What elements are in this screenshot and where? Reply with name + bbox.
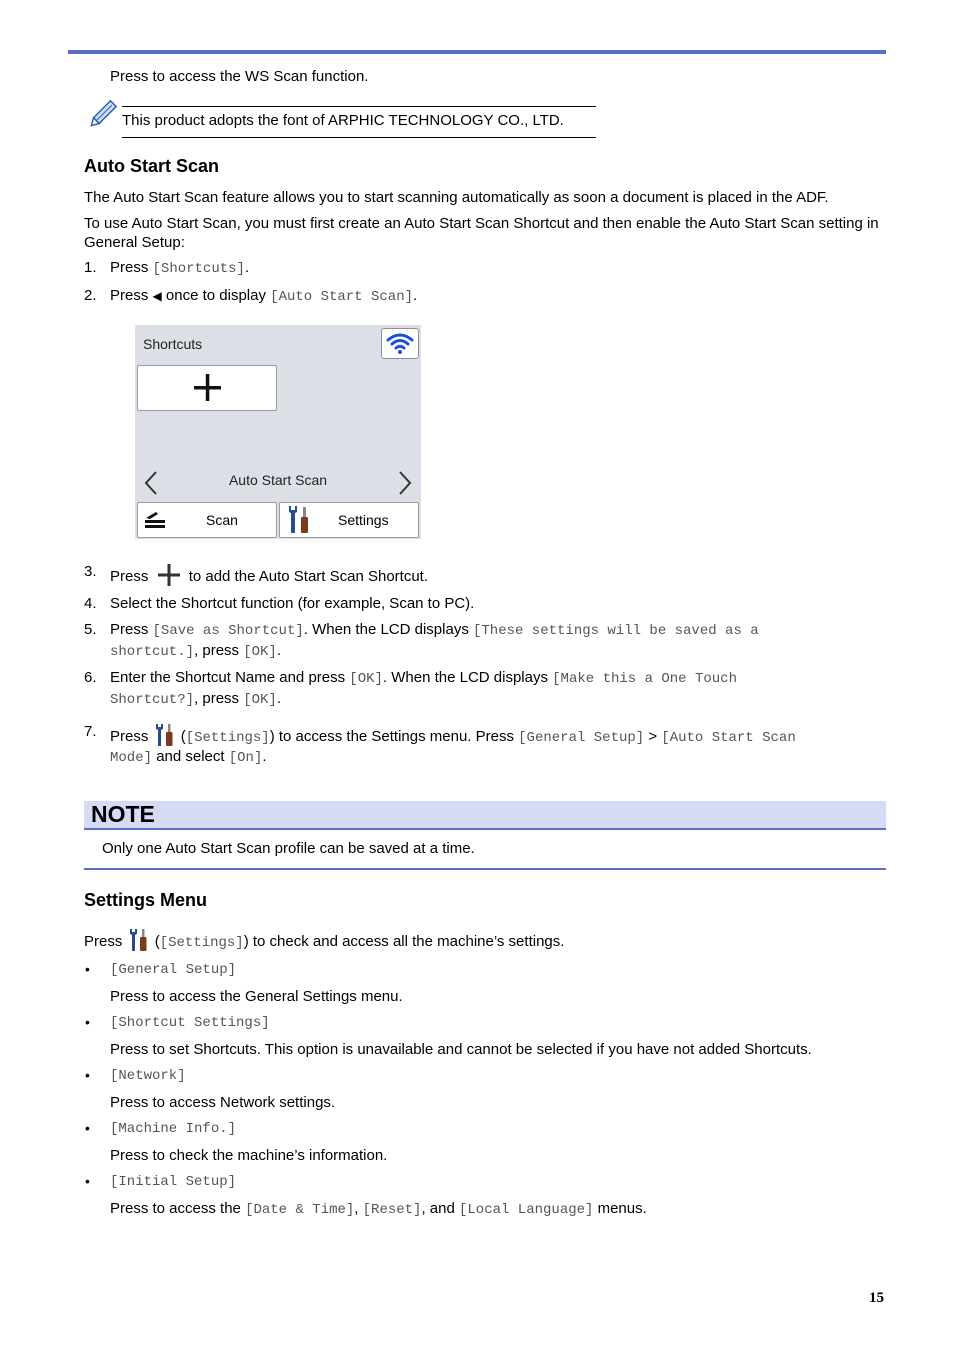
- plus-icon: [157, 563, 181, 591]
- lcd-caption: Auto Start Scan: [228, 472, 328, 488]
- note-header: [84, 801, 886, 830]
- step-3: Press to add the Auto Start Scan Shortcut.: [110, 563, 428, 591]
- plus-icon: [138, 366, 276, 410]
- initial-setup-code: [Initial Setup]: [110, 1174, 237, 1190]
- note-heading: NOTE: [91, 801, 155, 827]
- lcd-screen: [135, 325, 421, 539]
- scanner-icon: [144, 510, 166, 530]
- shortcut-settings-desc: Press to set Shortcuts. This option is unavailable and cannot be selected if you have not added Shortcuts.: [110, 1041, 812, 1058]
- add-shortcut-button[interactable]: [137, 365, 277, 411]
- next-arrow-button[interactable]: [397, 470, 413, 498]
- wifi-button[interactable]: [381, 328, 419, 359]
- step-4-number: 4.: [84, 595, 97, 612]
- bullet-icon: •: [85, 1014, 90, 1030]
- general-setup-code: [General Setup]: [110, 962, 237, 978]
- step-7-line2: Mode] and select [On].: [110, 748, 267, 766]
- bullet-icon: •: [85, 1173, 90, 1189]
- step-6-line2: Shortcut?], press [OK].: [110, 690, 281, 708]
- auto-start-para1: The Auto Start Scan feature allows you to start scanning automatically as soon a document is placed in the ADF.: [84, 189, 829, 206]
- lcd-title: Shortcuts: [143, 336, 203, 352]
- general-setup-desc: Press to access the General Settings menu.: [110, 988, 403, 1005]
- font-note: [122, 106, 596, 138]
- settings-intro: Press ([Settings]) to check and access all the machine’s settings.: [84, 928, 564, 956]
- step-1: Press [Shortcuts].: [110, 259, 250, 277]
- chevron-right-icon: [397, 470, 413, 496]
- left-arrow-icon: ◀: [152, 289, 162, 303]
- top-rule: [68, 50, 886, 54]
- step-5-line1: Press [Save as Shortcut]. When the LCD displays [These settings will be saved as a: [110, 621, 759, 639]
- bullet-icon: •: [85, 961, 90, 977]
- settings-button[interactable]: Settings: [279, 502, 419, 538]
- step-5-line2: shortcut.], press [OK].: [110, 642, 281, 660]
- machine-info-code: [Machine Info.]: [110, 1121, 237, 1137]
- machine-info-desc: Press to check the machine’s information.: [110, 1147, 388, 1164]
- shortcut-settings-code: [Shortcut Settings]: [110, 1015, 270, 1031]
- pencil-icon: [86, 99, 118, 135]
- step-2: Press ◀ once to display [Auto Start Scan].: [110, 287, 418, 305]
- network-code: [Network]: [110, 1068, 186, 1084]
- ws-scan-text: Press to access the WS Scan function.: [110, 68, 369, 85]
- note-bottom-rule: [84, 868, 886, 870]
- auto-start-heading: Auto Start Scan: [84, 156, 220, 176]
- font-note-text: This product adopts the font of ARPHIC TECHNOLOGY CO., LTD.: [122, 112, 564, 129]
- auto-start-para2: To use Auto Start Scan, you must first create an Auto Start Scan Shortcut and then enable the Auto Start Scan setting in General Setup:: [84, 215, 879, 251]
- tools-icon: [155, 723, 175, 751]
- step-5-number: 5.: [84, 621, 97, 638]
- step-6-line1: Enter the Shortcut Name and press [OK]. When the LCD displays [Make this a One Touch: [110, 669, 737, 687]
- step-6-number: 6.: [84, 669, 97, 686]
- step-1-number: 1.: [84, 259, 97, 276]
- bullet-icon: •: [85, 1120, 90, 1136]
- step-7-line1: Press ([Settings]) to access the Settings menu. Press [General Setup] > [Auto Start Scan: [110, 723, 796, 751]
- settings-menu-heading: Settings Menu: [84, 890, 208, 910]
- network-desc: Press to access Network settings.: [110, 1094, 336, 1111]
- step-7-number: 7.: [84, 723, 97, 740]
- initial-setup-desc: Press to access the [Date & Time], [Reset], and [Local Language] menus.: [110, 1200, 647, 1218]
- page-number: 15: [869, 1290, 884, 1306]
- bullet-icon: •: [85, 1067, 90, 1083]
- step-3-number: 3.: [84, 563, 97, 580]
- step-2-number: 2.: [84, 287, 97, 304]
- tools-icon: [129, 928, 149, 956]
- wifi-icon: [382, 329, 418, 358]
- shortcuts-code: [Shortcuts]: [152, 261, 245, 277]
- scan-button[interactable]: Scan: [137, 502, 277, 538]
- tools-icon: [288, 505, 312, 535]
- note-text: Only one Auto Start Scan profile can be saved at a time.: [102, 840, 475, 857]
- step-4: Select the Shortcut function (for example, Scan to PC).: [110, 595, 475, 612]
